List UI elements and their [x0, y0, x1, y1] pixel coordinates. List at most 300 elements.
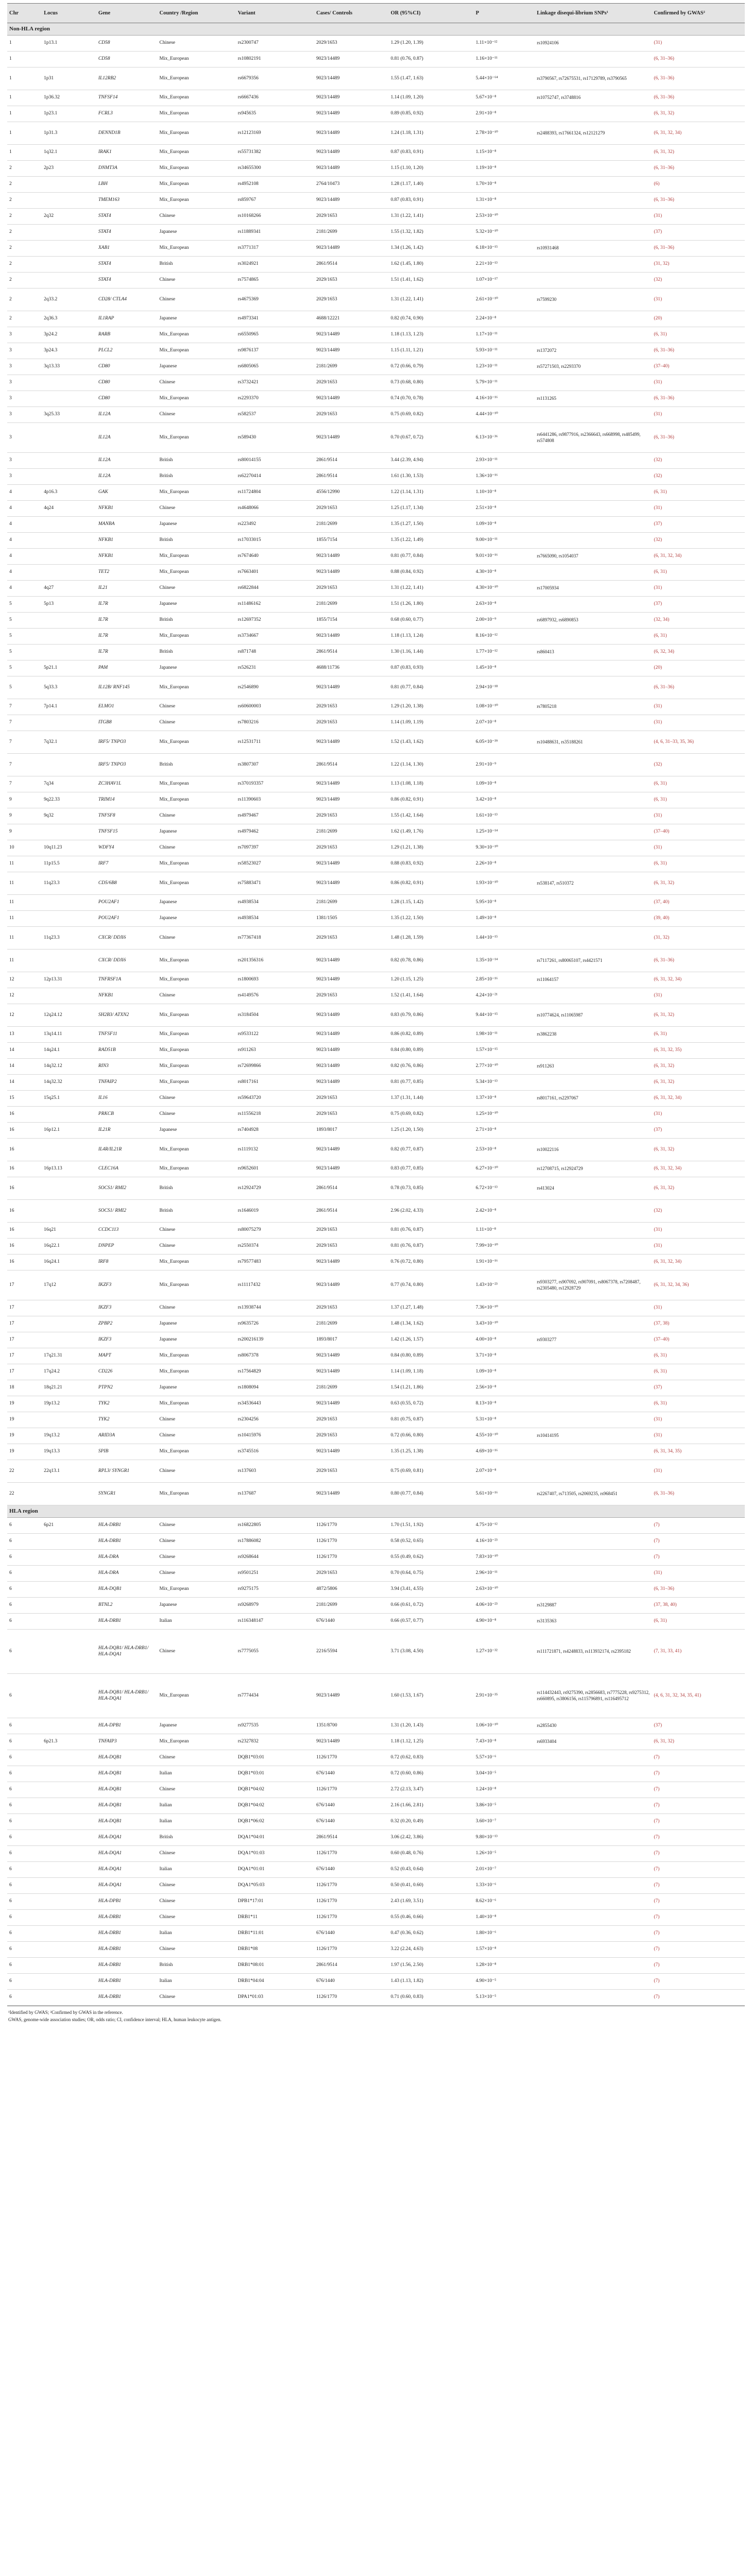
cell-p-value: 1.37×10⁻⁸: [474, 1091, 535, 1107]
cell-gene: CD5/6B8: [96, 872, 158, 895]
cell-p-value: 4.16×10⁻²³: [474, 1534, 535, 1550]
cell-variant: rs7775055: [236, 1630, 314, 1674]
cell-chr: 17: [7, 1348, 42, 1364]
cell-odds-ratio: 1.14 (1.09, 1.20): [388, 90, 473, 106]
cell-p-value: 2.77×10⁻¹⁰: [474, 1059, 535, 1075]
cell-variant: rs3024921: [236, 257, 314, 273]
cell-chr: 4: [7, 501, 42, 517]
cell-odds-ratio: 0.52 (0.43, 0.64): [388, 1862, 473, 1878]
cell-gene: IL7R: [96, 613, 158, 629]
cell-gwas-ref: (31): [652, 988, 745, 1004]
cell-gwas-ref: (7): [652, 1974, 745, 1990]
cell-cases-controls: 1855/7154: [314, 613, 388, 629]
cell-odds-ratio: 0.88 (0.84, 0.92): [388, 565, 473, 581]
cell-variant: rs859767: [236, 193, 314, 209]
cell-chr: 1: [7, 106, 42, 122]
cell-locus: [42, 52, 96, 67]
cell-cases-controls: 2861/9514: [314, 257, 388, 273]
cell-odds-ratio: 0.84 (0.80, 0.89): [388, 1348, 473, 1364]
cell-variant: rs12531711: [236, 731, 314, 754]
cell-gene: STAT4: [96, 257, 158, 273]
cell-gwas-ref: (32): [652, 273, 745, 289]
cell-cases-controls: 676/1440: [314, 1798, 388, 1814]
cell-gwas-ref: (39, 40): [652, 911, 745, 927]
cell-gwas-ref: (6, 31–36): [652, 1483, 745, 1505]
cell-gene: IKZF3: [96, 1332, 158, 1348]
cell-gwas-ref: (6, 31): [652, 792, 745, 808]
cell-country-region: Chinese: [158, 1239, 236, 1255]
cell-gwas-ref: (37, 40): [652, 895, 745, 911]
cell-chr: 1: [7, 122, 42, 145]
cell-odds-ratio: 1.52 (1.41, 1.64): [388, 988, 473, 1004]
cell-chr: 16: [7, 1107, 42, 1123]
cell-variant: rs116348147: [236, 1614, 314, 1630]
cell-chr: 7: [7, 776, 42, 792]
cell-locus: [42, 1750, 96, 1766]
cell-chr: 12: [7, 988, 42, 1004]
cell-gene: IL7R: [96, 629, 158, 645]
cell-variant: rs77367418: [236, 927, 314, 950]
table-row: [7, 145, 745, 161]
cell-ld-snps: [535, 1348, 652, 1364]
table-row: [7, 1483, 745, 1505]
cell-country-region: Chinese: [158, 1910, 236, 1926]
cell-gwas-ref: (6, 31, 32, 34): [652, 549, 745, 565]
cell-odds-ratio: 0.78 (0.73, 0.85): [388, 1177, 473, 1200]
cell-locus: [42, 895, 96, 911]
cell-variant: rs10415976: [236, 1428, 314, 1444]
cell-gene: IL12A: [96, 453, 158, 469]
table-row: [7, 1630, 745, 1674]
cell-odds-ratio: 1.14 (1.09, 1.18): [388, 1364, 473, 1380]
cell-cases-controls: 2861/9514: [314, 1958, 388, 1974]
cell-gene: STAT4: [96, 225, 158, 241]
cell-ld-snps: [535, 1043, 652, 1059]
cell-ld-snps: [535, 209, 652, 225]
cell-locus: 1p23.1: [42, 106, 96, 122]
cell-variant: rs3734667: [236, 629, 314, 645]
cell-odds-ratio: 3.06 (2.42, 3.86): [388, 1830, 473, 1846]
table-row: [7, 241, 745, 257]
cell-gwas-ref: (31): [652, 1239, 745, 1255]
cell-variant: rs60600003: [236, 699, 314, 715]
cell-country-region: Chinese: [158, 273, 236, 289]
cell-chr: 6: [7, 1942, 42, 1958]
cell-variant: rs1808094: [236, 1380, 314, 1396]
cell-gene: DNPEP: [96, 1239, 158, 1255]
cell-p-value: 2.63×10⁻¹⁰: [474, 1582, 535, 1598]
cell-gene: HLA-DQA1: [96, 1862, 158, 1878]
cell-country-region: Chinese: [158, 1990, 236, 2006]
cell-locus: [42, 1718, 96, 1734]
cell-country-region: Mix_European: [158, 343, 236, 359]
cell-gene: GAK: [96, 485, 158, 501]
cell-p-value: 2.91×10⁻³⁵: [474, 1674, 535, 1718]
cell-gene: HLA-DRA: [96, 1566, 158, 1582]
table-row: [7, 1255, 745, 1270]
table-row: [7, 469, 745, 485]
cell-locus: 15q25.1: [42, 1091, 96, 1107]
cell-variant: rs7774434: [236, 1674, 314, 1718]
cell-locus: [42, 273, 96, 289]
cell-p-value: 6.27×10⁻¹⁰: [474, 1161, 535, 1177]
cell-cases-controls: 2764/10473: [314, 177, 388, 193]
cell-gwas-ref: (31): [652, 699, 745, 715]
cell-ld-snps: [535, 225, 652, 241]
cell-gwas-ref: (6, 32, 34): [652, 645, 745, 660]
header-cases-controls: Cases/ Controls: [314, 4, 388, 23]
cell-ld-snps: [535, 311, 652, 327]
cell-variant: rs7663401: [236, 565, 314, 581]
cell-locus: 3p24.3: [42, 343, 96, 359]
table-header-row: [7, 4, 745, 23]
cell-ld-snps: [535, 327, 652, 343]
header-gwas-ref: Confirmed by GWAS²: [652, 4, 745, 23]
cell-locus: [42, 1830, 96, 1846]
cell-gwas-ref: (7): [652, 1550, 745, 1566]
cell-country-region: Chinese: [158, 1846, 236, 1862]
cell-gwas-ref: (32): [652, 453, 745, 469]
cell-chr: 13: [7, 1027, 42, 1043]
cell-variant: rs10802191: [236, 52, 314, 67]
cell-ld-snps: rs2267407, rs713505, rs2069235, rs968451: [535, 1483, 652, 1505]
cell-ld-snps: [535, 501, 652, 517]
cell-gwas-ref: (31): [652, 407, 745, 423]
cell-cases-controls: 1126/1770: [314, 1534, 388, 1550]
cell-chr: 7: [7, 715, 42, 731]
cell-ld-snps: rs1372072: [535, 343, 652, 359]
cell-country-region: Mix_European: [158, 145, 236, 161]
cell-p-value: 2.63×10⁻⁸: [474, 597, 535, 613]
cell-cases-controls: 9023/14489: [314, 52, 388, 67]
cell-country-region: Italian: [158, 1862, 236, 1878]
cell-ld-snps: [535, 808, 652, 824]
cell-gene: TNFSF11: [96, 1027, 158, 1043]
cell-gwas-ref: (6, 31, 32): [652, 1004, 745, 1027]
cell-country-region: Chinese: [158, 1518, 236, 1534]
cell-gene: TNFRSF1A: [96, 972, 158, 988]
cell-chr: 3: [7, 407, 42, 423]
cell-chr: 6: [7, 1518, 42, 1534]
table-row: [7, 565, 745, 581]
cell-gwas-ref: (7): [652, 1942, 745, 1958]
cell-chr: 2: [7, 273, 42, 289]
cell-country-region: Mix_European: [158, 1075, 236, 1091]
cell-country-region: Chinese: [158, 1107, 236, 1123]
cell-odds-ratio: 0.47 (0.36, 0.62): [388, 1926, 473, 1942]
cell-country-region: Chinese: [158, 1630, 236, 1674]
table-row: [7, 792, 745, 808]
cell-cases-controls: 2181/2699: [314, 1316, 388, 1332]
cell-odds-ratio: 0.72 (0.66, 0.80): [388, 1428, 473, 1444]
cell-gene: TNFAIP3: [96, 1734, 158, 1750]
cell-ld-snps: rs12708715, rs12924729: [535, 1161, 652, 1177]
cell-ld-snps: rs9303277, rs907092, rs907091, rs8067378, rs7208487, rs2305480, rs12928729: [535, 1270, 652, 1300]
cell-cases-controls: 2861/9514: [314, 645, 388, 660]
cell-variant: DRB1*04:04: [236, 1974, 314, 1990]
cell-cases-controls: 2861/9514: [314, 754, 388, 776]
cell-ld-snps: [535, 754, 652, 776]
cell-variant: rs9652601: [236, 1161, 314, 1177]
cell-odds-ratio: 1.48 (1.34, 1.62): [388, 1316, 473, 1332]
cell-locus: [42, 1942, 96, 1958]
cell-p-value: 1.09×10⁻⁸: [474, 517, 535, 533]
section-title: HLA region: [7, 1505, 745, 1518]
cell-p-value: 2.00×10⁻⁹: [474, 613, 535, 629]
cell-gwas-ref: (4, 6, 31–33, 35, 36): [652, 731, 745, 754]
cell-ld-snps: [535, 565, 652, 581]
cell-odds-ratio: 0.82 (0.74, 0.90): [388, 311, 473, 327]
cell-ld-snps: rs6933404: [535, 1734, 652, 1750]
cell-gene: HLA-DRB1: [96, 1534, 158, 1550]
cell-locus: [42, 177, 96, 193]
cell-chr: 6: [7, 1550, 42, 1566]
cell-gene: CXCR/ DDX6: [96, 927, 158, 950]
cell-gwas-ref: (31): [652, 501, 745, 517]
cell-odds-ratio: 1.15 (1.10, 1.20): [388, 161, 473, 177]
cell-odds-ratio: 1.55 (1.47, 1.63): [388, 67, 473, 90]
cell-locus: 18q21.21: [42, 1380, 96, 1396]
cell-country-region: Mix_European: [158, 972, 236, 988]
cell-odds-ratio: 0.75 (0.69, 0.82): [388, 407, 473, 423]
cell-gwas-ref: (7): [652, 1926, 745, 1942]
cell-ld-snps: rs10924106: [535, 36, 652, 52]
cell-gwas-ref: (31, 32): [652, 257, 745, 273]
cell-country-region: Chinese: [158, 1942, 236, 1958]
cell-gwas-ref: (37): [652, 597, 745, 613]
cell-odds-ratio: 3.71 (3.08, 4.50): [388, 1630, 473, 1674]
cell-ld-snps: [535, 1380, 652, 1396]
cell-p-value: 9.00×10⁻¹¹: [474, 533, 535, 549]
cell-ld-snps: [535, 792, 652, 808]
cell-chr: 4: [7, 517, 42, 533]
cell-p-value: 2.21×10⁻¹³: [474, 257, 535, 273]
cell-country-region: British: [158, 1958, 236, 1974]
cell-p-value: 4.90×10⁻⁸: [474, 1614, 535, 1630]
cell-gwas-ref: (6, 31, 32, 34): [652, 972, 745, 988]
cell-chr: 19: [7, 1428, 42, 1444]
cell-country-region: Mix_European: [158, 106, 236, 122]
cell-p-value: 5.61×10⁻¹⁶: [474, 1483, 535, 1505]
cell-p-value: 3.43×10⁻¹⁰: [474, 1316, 535, 1332]
cell-variant: rs9268644: [236, 1550, 314, 1566]
cell-p-value: 6.18×10⁻¹⁵: [474, 241, 535, 257]
table-row: [7, 1300, 745, 1316]
cell-cases-controls: 1126/1770: [314, 1846, 388, 1862]
cell-ld-snps: rs7805218: [535, 699, 652, 715]
cell-chr: 5: [7, 597, 42, 613]
cell-cases-controls: 1126/1770: [314, 1990, 388, 2006]
cell-p-value: 2.91×10⁻⁹: [474, 754, 535, 776]
cell-gwas-ref: (31): [652, 1460, 745, 1483]
cell-gwas-ref: (31): [652, 1107, 745, 1123]
cell-locus: 11q23.3: [42, 927, 96, 950]
cell-odds-ratio: 1.31 (1.22, 1.41): [388, 581, 473, 597]
cell-gwas-ref: (32): [652, 754, 745, 776]
cell-cases-controls: 9023/14489: [314, 193, 388, 209]
cell-ld-snps: [535, 106, 652, 122]
cell-gene: PTPN2: [96, 1380, 158, 1396]
cell-gene: HLA-DPB1: [96, 1718, 158, 1734]
cell-ld-snps: [535, 895, 652, 911]
cell-p-value: 1.28×10⁻⁸: [474, 1958, 535, 1974]
cell-country-region: British: [158, 1200, 236, 1223]
table-row: [7, 895, 745, 911]
cell-ld-snps: [535, 533, 652, 549]
cell-odds-ratio: 0.77 (0.74, 0.80): [388, 1270, 473, 1300]
cell-gene: BTNL2: [96, 1598, 158, 1614]
cell-p-value: 1.10×10⁻⁸: [474, 485, 535, 501]
cell-p-value: 3.71×10⁻⁸: [474, 1348, 535, 1364]
cell-ld-snps: [535, 1990, 652, 2006]
cell-variant: rs2304256: [236, 1412, 314, 1428]
cell-cases-controls: 2029/1653: [314, 1566, 388, 1582]
table-row: [7, 453, 745, 469]
cell-chr: 14: [7, 1059, 42, 1075]
cell-gwas-ref: (6, 31, 32, 34, 36): [652, 1270, 745, 1300]
cell-variant: rs2546890: [236, 676, 314, 699]
cell-country-region: Chinese: [158, 1223, 236, 1239]
table-row: [7, 1830, 745, 1846]
cell-odds-ratio: 3.22 (2.24, 4.63): [388, 1942, 473, 1958]
cell-chr: 3: [7, 375, 42, 391]
table-row: [7, 1878, 745, 1894]
cell-odds-ratio: 1.25 (1.20, 1.50): [388, 1123, 473, 1139]
table-row: [7, 1348, 745, 1364]
cell-odds-ratio: 0.81 (0.77, 0.85): [388, 1075, 473, 1091]
cell-gene: HLA-DQB1: [96, 1766, 158, 1782]
table-row: [7, 613, 745, 629]
cell-cases-controls: 676/1440: [314, 1766, 388, 1782]
cell-locus: [42, 1878, 96, 1894]
cell-country-region: Japanese: [158, 824, 236, 840]
header-ld-snps: Linkage disequi-librium SNPs¹: [535, 4, 652, 23]
cell-ld-snps: [535, 1396, 652, 1412]
cell-variant: rs11390603: [236, 792, 314, 808]
cell-country-region: Chinese: [158, 581, 236, 597]
cell-locus: [42, 1614, 96, 1630]
cell-chr: 11: [7, 895, 42, 911]
cell-gwas-ref: (37): [652, 1718, 745, 1734]
table-row: [7, 972, 745, 988]
cell-locus: [42, 1766, 96, 1782]
cell-odds-ratio: 1.25 (1.17, 1.34): [388, 501, 473, 517]
cell-chr: 12: [7, 972, 42, 988]
header-variant: Variant: [236, 4, 314, 23]
cell-variant: rs4648066: [236, 501, 314, 517]
cell-cases-controls: 9023/14489: [314, 67, 388, 90]
cell-country-region: Mix_European: [158, 90, 236, 106]
cell-gwas-ref: (37): [652, 1380, 745, 1396]
cell-variant: rs3732421: [236, 375, 314, 391]
cell-odds-ratio: 0.74 (0.70, 0.78): [388, 391, 473, 407]
cell-ld-snps: [535, 1123, 652, 1139]
cell-gene: TMEM163: [96, 193, 158, 209]
cell-variant: rs34536443: [236, 1396, 314, 1412]
cell-locus: 5p21.1: [42, 660, 96, 676]
cell-gene: CLEC16A: [96, 1161, 158, 1177]
cell-cases-controls: 9023/14489: [314, 629, 388, 645]
cell-gwas-ref: (6, 31, 32): [652, 1177, 745, 1200]
table-row: [7, 645, 745, 660]
cell-odds-ratio: 1.70 (1.51, 1.92): [388, 1518, 473, 1534]
cell-country-region: Chinese: [158, 375, 236, 391]
table-row: [7, 950, 745, 972]
cell-odds-ratio: 0.50 (0.41, 0.60): [388, 1878, 473, 1894]
cell-ld-snps: rs1131265: [535, 391, 652, 407]
cell-variant: rs12697352: [236, 613, 314, 629]
cell-p-value: 2.42×10⁻⁸: [474, 1200, 535, 1223]
cell-gwas-ref: (4, 6, 31, 32, 34, 35, 41): [652, 1674, 745, 1718]
cell-locus: [42, 1412, 96, 1428]
cell-locus: [42, 1550, 96, 1566]
cell-ld-snps: [535, 1582, 652, 1598]
cell-gwas-ref: (31): [652, 209, 745, 225]
cell-ld-snps: rs10414195: [535, 1428, 652, 1444]
cell-country-region: Mix_European: [158, 1674, 236, 1718]
cell-ld-snps: [535, 1974, 652, 1990]
cell-chr: 11: [7, 856, 42, 872]
cell-gene: TYK2: [96, 1396, 158, 1412]
cell-p-value: 4.44×10⁻¹⁰: [474, 407, 535, 423]
cell-gwas-ref: (6, 31): [652, 1027, 745, 1043]
cell-cases-controls: 2861/9514: [314, 469, 388, 485]
cell-gwas-ref: (32): [652, 533, 745, 549]
cell-ld-snps: [535, 145, 652, 161]
cell-locus: 14q32.32: [42, 1075, 96, 1091]
cell-p-value: 4.75×10⁻¹²: [474, 1518, 535, 1534]
cell-country-region: Italian: [158, 1814, 236, 1830]
cell-locus: [42, 1534, 96, 1550]
table-row: [7, 1910, 745, 1926]
cell-cases-controls: 2029/1653: [314, 36, 388, 52]
cell-locus: [42, 1798, 96, 1814]
cell-cases-controls: 9023/14489: [314, 1444, 388, 1460]
cell-cases-controls: 9023/14489: [314, 343, 388, 359]
cell-country-region: Italian: [158, 1798, 236, 1814]
cell-cases-controls: 1893/8017: [314, 1332, 388, 1348]
cell-chr: 9: [7, 808, 42, 824]
cell-gene: HLA-DQA1: [96, 1830, 158, 1846]
cell-ld-snps: [535, 257, 652, 273]
cell-country-region: Mix_European: [158, 327, 236, 343]
cell-country-region: Chinese: [158, 715, 236, 731]
cell-variant: rs3745516: [236, 1444, 314, 1460]
table-row: [7, 1718, 745, 1734]
cell-gwas-ref: (31): [652, 375, 745, 391]
cell-cases-controls: 2861/9514: [314, 453, 388, 469]
cell-ld-snps: [535, 1075, 652, 1091]
cell-chr: 1: [7, 67, 42, 90]
cell-chr: 6: [7, 1926, 42, 1942]
cell-p-value: 1.91×10⁻¹⁶: [474, 1255, 535, 1270]
cell-odds-ratio: 0.86 (0.82, 0.91): [388, 792, 473, 808]
cell-variant: rs7404928: [236, 1123, 314, 1139]
cell-odds-ratio: 0.82 (0.78, 0.86): [388, 950, 473, 972]
cell-odds-ratio: 1.29 (1.21, 1.38): [388, 840, 473, 856]
cell-gene: HLA-DRB1: [96, 1990, 158, 2006]
cell-gene: STAT4: [96, 273, 158, 289]
cell-cases-controls: 9023/14489: [314, 1734, 388, 1750]
cell-chr: 3: [7, 391, 42, 407]
cell-locus: [42, 549, 96, 565]
table-row: [7, 1550, 745, 1566]
cell-locus: 7q32.1: [42, 731, 96, 754]
cell-odds-ratio: 0.86 (0.82, 0.89): [388, 1027, 473, 1043]
cell-p-value: 1.40×10⁻⁸: [474, 1910, 535, 1926]
cell-chr: 4: [7, 549, 42, 565]
cell-odds-ratio: 1.35 (1.25, 1.38): [388, 1444, 473, 1460]
